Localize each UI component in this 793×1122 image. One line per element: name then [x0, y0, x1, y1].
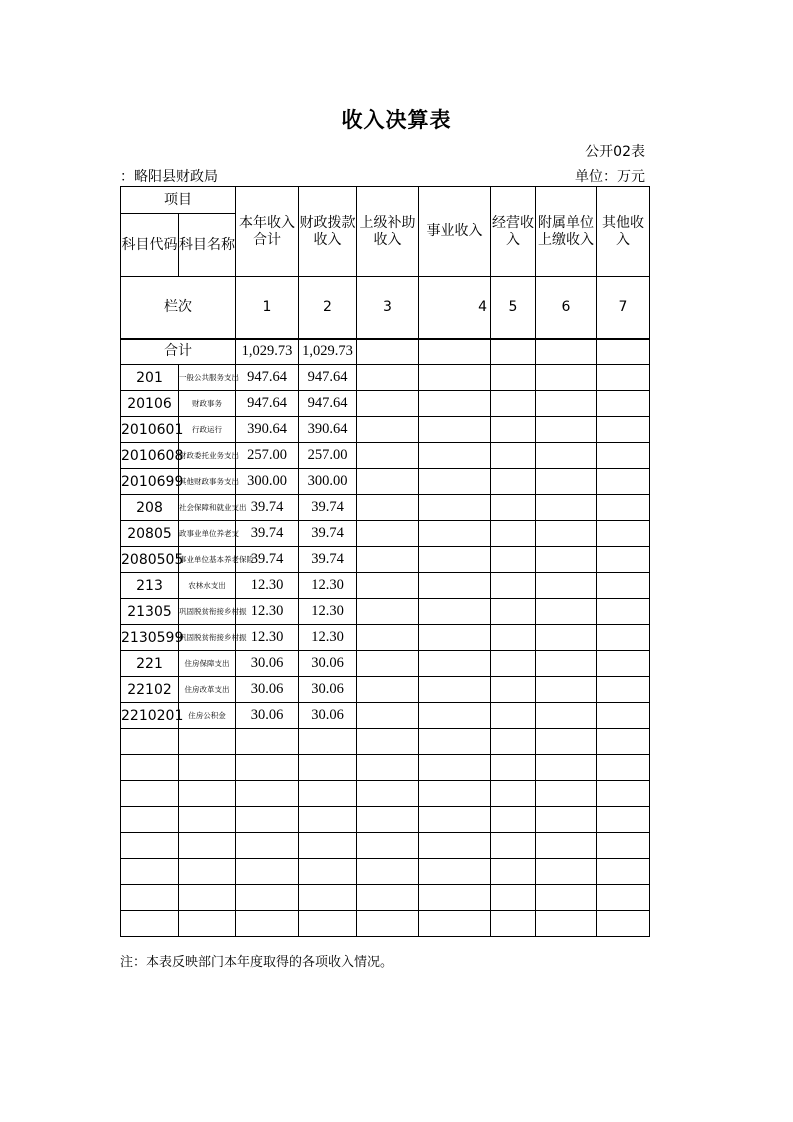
header-other: 其他收入 [597, 187, 650, 277]
empty-cell [179, 807, 236, 833]
empty-cell [419, 781, 491, 807]
row-fiscal: 30.06 [299, 703, 357, 729]
empty-cell [419, 417, 491, 443]
col-number: 4 [419, 277, 491, 339]
empty-cell [121, 859, 179, 885]
empty-cell [357, 781, 419, 807]
total-amount: 1,029.73 [236, 339, 299, 365]
row-total: 390.64 [236, 417, 299, 443]
row-code: 2130599 [121, 625, 179, 651]
empty-row [121, 859, 650, 885]
col-number: 1 [236, 277, 299, 339]
row-name: 政事业单位养老支 [179, 521, 236, 547]
row-name: 巩固脱贫衔接乡村振 [179, 599, 236, 625]
row-fiscal: 257.00 [299, 443, 357, 469]
empty-cell [357, 573, 419, 599]
empty-cell [357, 365, 419, 391]
empty-cell [491, 833, 536, 859]
empty-cell [491, 911, 536, 937]
empty-cell [299, 729, 357, 755]
empty-cell [299, 755, 357, 781]
empty-cell [597, 677, 650, 703]
row-fiscal: 39.74 [299, 495, 357, 521]
empty-cell [597, 859, 650, 885]
row-name: 社会保障和就业支出 [179, 495, 236, 521]
empty-cell [236, 833, 299, 859]
empty-cell [597, 729, 650, 755]
row-total: 947.64 [236, 391, 299, 417]
empty-cell [597, 703, 650, 729]
row-total: 39.74 [236, 547, 299, 573]
empty-cell [491, 651, 536, 677]
header-business: 事业收入 [419, 187, 491, 277]
empty-cell [491, 781, 536, 807]
total-row [121, 339, 650, 365]
empty-cell [536, 365, 597, 391]
empty-cell [536, 391, 597, 417]
empty-cell [419, 885, 491, 911]
empty-cell [419, 443, 491, 469]
row-name: 行政运行 [179, 417, 236, 443]
empty-cell [597, 365, 650, 391]
row-code: 221 [121, 651, 179, 677]
row-fiscal: 12.30 [299, 625, 357, 651]
empty-row [121, 911, 650, 937]
empty-row [121, 755, 650, 781]
row-fiscal: 300.00 [299, 469, 357, 495]
empty-cell [491, 677, 536, 703]
header-operating: 经营收入 [491, 187, 536, 277]
empty-cell [491, 729, 536, 755]
total-label: 合计 [121, 339, 236, 365]
empty-cell [597, 495, 650, 521]
empty-cell [419, 625, 491, 651]
empty-cell [236, 755, 299, 781]
table-row [121, 495, 650, 521]
empty-cell [419, 911, 491, 937]
empty-cell [536, 651, 597, 677]
empty-row [121, 885, 650, 911]
row-name: 一般公共服务支出 [179, 365, 236, 391]
empty-cell [491, 885, 536, 911]
row-total: 12.30 [236, 573, 299, 599]
empty-cell [299, 911, 357, 937]
row-fiscal: 39.74 [299, 521, 357, 547]
empty-cell [357, 859, 419, 885]
empty-cell [357, 651, 419, 677]
empty-cell [491, 417, 536, 443]
row-fiscal: 947.64 [299, 391, 357, 417]
table-row [121, 599, 650, 625]
empty-cell [419, 677, 491, 703]
empty-cell [597, 599, 650, 625]
empty-cell [491, 547, 536, 573]
empty-cell [491, 625, 536, 651]
table-row [121, 365, 650, 391]
empty-cell [357, 755, 419, 781]
empty-cell [419, 703, 491, 729]
empty-cell [419, 599, 491, 625]
table-row [121, 677, 650, 703]
empty-cell [536, 911, 597, 937]
empty-cell [299, 807, 357, 833]
row-fiscal: 12.30 [299, 573, 357, 599]
header-affiliated: 附属单位上缴收入 [536, 187, 597, 277]
empty-row [121, 729, 650, 755]
empty-cell [179, 729, 236, 755]
row-fiscal: 12.30 [299, 599, 357, 625]
empty-cell [357, 729, 419, 755]
empty-cell [299, 833, 357, 859]
empty-cell [597, 443, 650, 469]
empty-cell [597, 755, 650, 781]
empty-cell [419, 573, 491, 599]
table-row [121, 443, 650, 469]
empty-cell [491, 859, 536, 885]
empty-cell [419, 755, 491, 781]
empty-cell [419, 547, 491, 573]
empty-cell [491, 391, 536, 417]
empty-cell [536, 859, 597, 885]
empty-cell [597, 833, 650, 859]
table-row [121, 547, 650, 573]
table-row [121, 703, 650, 729]
row-code: 20106 [121, 391, 179, 417]
empty-cell [491, 443, 536, 469]
empty-cell [236, 781, 299, 807]
column-label: 栏次 [121, 277, 236, 339]
empty-cell [357, 469, 419, 495]
row-name: 住房改革支出 [179, 677, 236, 703]
row-total: 39.74 [236, 495, 299, 521]
empty-cell [536, 703, 597, 729]
footnote: 注：本表反映部门本年度取得的各项收入情况。 [120, 955, 394, 970]
empty-cell [536, 781, 597, 807]
row-total: 300.00 [236, 469, 299, 495]
row-total: 30.06 [236, 677, 299, 703]
empty-cell [121, 911, 179, 937]
empty-row [121, 781, 650, 807]
empty-cell [121, 781, 179, 807]
empty-cell [597, 469, 650, 495]
empty-row [121, 807, 650, 833]
empty-cell [536, 495, 597, 521]
empty-cell [491, 521, 536, 547]
row-code: 21305 [121, 599, 179, 625]
empty-cell [357, 625, 419, 651]
empty-cell [179, 781, 236, 807]
empty-cell [419, 521, 491, 547]
empty-row [121, 833, 650, 859]
row-total: 947.64 [236, 365, 299, 391]
empty-cell [121, 755, 179, 781]
empty-cell [536, 521, 597, 547]
empty-cell [357, 547, 419, 573]
empty-cell [179, 859, 236, 885]
empty-cell [121, 833, 179, 859]
empty-cell [536, 443, 597, 469]
col-number: 6 [536, 277, 597, 339]
row-total: 257.00 [236, 443, 299, 469]
row-total: 12.30 [236, 625, 299, 651]
empty-cell [419, 833, 491, 859]
form-number: 公开02表 [585, 144, 645, 160]
row-code: 2010608 [121, 443, 179, 469]
empty-cell [536, 729, 597, 755]
empty-cell [597, 521, 650, 547]
empty-cell [536, 885, 597, 911]
header-fiscal: 财政拨款收入 [299, 187, 357, 277]
empty-cell [299, 859, 357, 885]
row-total: 30.06 [236, 651, 299, 677]
row-fiscal: 947.64 [299, 365, 357, 391]
empty-cell [597, 885, 650, 911]
row-code: 208 [121, 495, 179, 521]
empty-cell [299, 781, 357, 807]
empty-cell [536, 677, 597, 703]
empty-cell [121, 807, 179, 833]
empty-cell [357, 703, 419, 729]
col-number: 3 [357, 277, 419, 339]
empty-cell [121, 729, 179, 755]
organization-name: ：略阳县财政局 [120, 169, 218, 185]
empty-cell [357, 495, 419, 521]
empty-cell [536, 625, 597, 651]
col-number: 7 [597, 277, 650, 339]
empty-cell [597, 781, 650, 807]
row-name: 财政委托业务支出 [179, 443, 236, 469]
row-fiscal: 390.64 [299, 417, 357, 443]
empty-cell [536, 573, 597, 599]
empty-cell [299, 885, 357, 911]
empty-cell [357, 391, 419, 417]
header-code: 科目代码 [121, 214, 179, 277]
row-total: 12.30 [236, 599, 299, 625]
row-name: 住房保障支出 [179, 651, 236, 677]
row-fiscal: 30.06 [299, 651, 357, 677]
empty-cell [491, 495, 536, 521]
empty-cell [236, 729, 299, 755]
empty-cell [179, 911, 236, 937]
empty-cell [357, 599, 419, 625]
empty-cell [491, 703, 536, 729]
page-title: 收入决算表 [341, 108, 452, 132]
empty-cell [357, 833, 419, 859]
empty-cell [236, 885, 299, 911]
empty-cell [179, 885, 236, 911]
header-subsidy: 上级补助收入 [357, 187, 419, 277]
empty-cell [419, 651, 491, 677]
empty-cell [419, 729, 491, 755]
row-name: 其他财政事务支出 [179, 469, 236, 495]
empty-cell [236, 859, 299, 885]
row-total: 39.74 [236, 521, 299, 547]
unit-label: 单位：万元 [575, 169, 645, 185]
row-code: 2210201 [121, 703, 179, 729]
row-name: 巩固脱贫衔接乡村振 [179, 625, 236, 651]
header-item: 项目 [121, 187, 236, 214]
row-name: 农林水支出 [179, 573, 236, 599]
income-table [120, 186, 650, 937]
empty-cell [597, 547, 650, 573]
empty-cell [536, 807, 597, 833]
empty-cell [419, 495, 491, 521]
total-fiscal: 1,029.73 [299, 339, 357, 365]
empty-cell [491, 755, 536, 781]
table-row [121, 469, 650, 495]
table-row [121, 521, 650, 547]
empty-cell [419, 859, 491, 885]
empty-cell [357, 443, 419, 469]
empty-cell [536, 417, 597, 443]
empty-cell [491, 469, 536, 495]
table-row [121, 391, 650, 417]
row-code: 2080505 [121, 547, 179, 573]
empty-cell [357, 807, 419, 833]
empty-cell [491, 365, 536, 391]
empty-cell [536, 833, 597, 859]
empty-cell [357, 911, 419, 937]
row-code: 22102 [121, 677, 179, 703]
row-fiscal: 39.74 [299, 547, 357, 573]
col-number: 5 [491, 277, 536, 339]
empty-cell [357, 521, 419, 547]
empty-cell [536, 599, 597, 625]
col-number: 2 [299, 277, 357, 339]
row-fiscal: 30.06 [299, 677, 357, 703]
row-code: 2010601 [121, 417, 179, 443]
row-code: 2010699 [121, 469, 179, 495]
row-name: 事业单位基本养老保险 [179, 547, 236, 573]
empty-cell [491, 573, 536, 599]
empty-cell [357, 885, 419, 911]
empty-cell [419, 469, 491, 495]
empty-cell [597, 807, 650, 833]
empty-cell [357, 677, 419, 703]
row-name: 财政事务 [179, 391, 236, 417]
row-name: 住房公积金 [179, 703, 236, 729]
header-name: 科目名称 [179, 214, 236, 277]
row-code: 201 [121, 365, 179, 391]
empty-cell [179, 755, 236, 781]
empty-cell [236, 911, 299, 937]
empty-cell [491, 807, 536, 833]
empty-cell [536, 469, 597, 495]
empty-cell [597, 911, 650, 937]
empty-cell [597, 391, 650, 417]
empty-cell [597, 573, 650, 599]
row-code: 213 [121, 573, 179, 599]
empty-cell [236, 807, 299, 833]
empty-cell [597, 417, 650, 443]
empty-cell [597, 625, 650, 651]
empty-cell [491, 599, 536, 625]
empty-cell [597, 651, 650, 677]
table-row [121, 651, 650, 677]
empty-cell [536, 547, 597, 573]
empty-cell [121, 885, 179, 911]
empty-cell [419, 807, 491, 833]
table-row [121, 625, 650, 651]
header-total: 本年收入合计 [236, 187, 299, 277]
row-code: 20805 [121, 521, 179, 547]
empty-cell [179, 833, 236, 859]
empty-cell [419, 365, 491, 391]
empty-cell [536, 755, 597, 781]
empty-cell [357, 417, 419, 443]
empty-cell [419, 391, 491, 417]
table-row [121, 417, 650, 443]
row-total: 30.06 [236, 703, 299, 729]
table-row [121, 573, 650, 599]
